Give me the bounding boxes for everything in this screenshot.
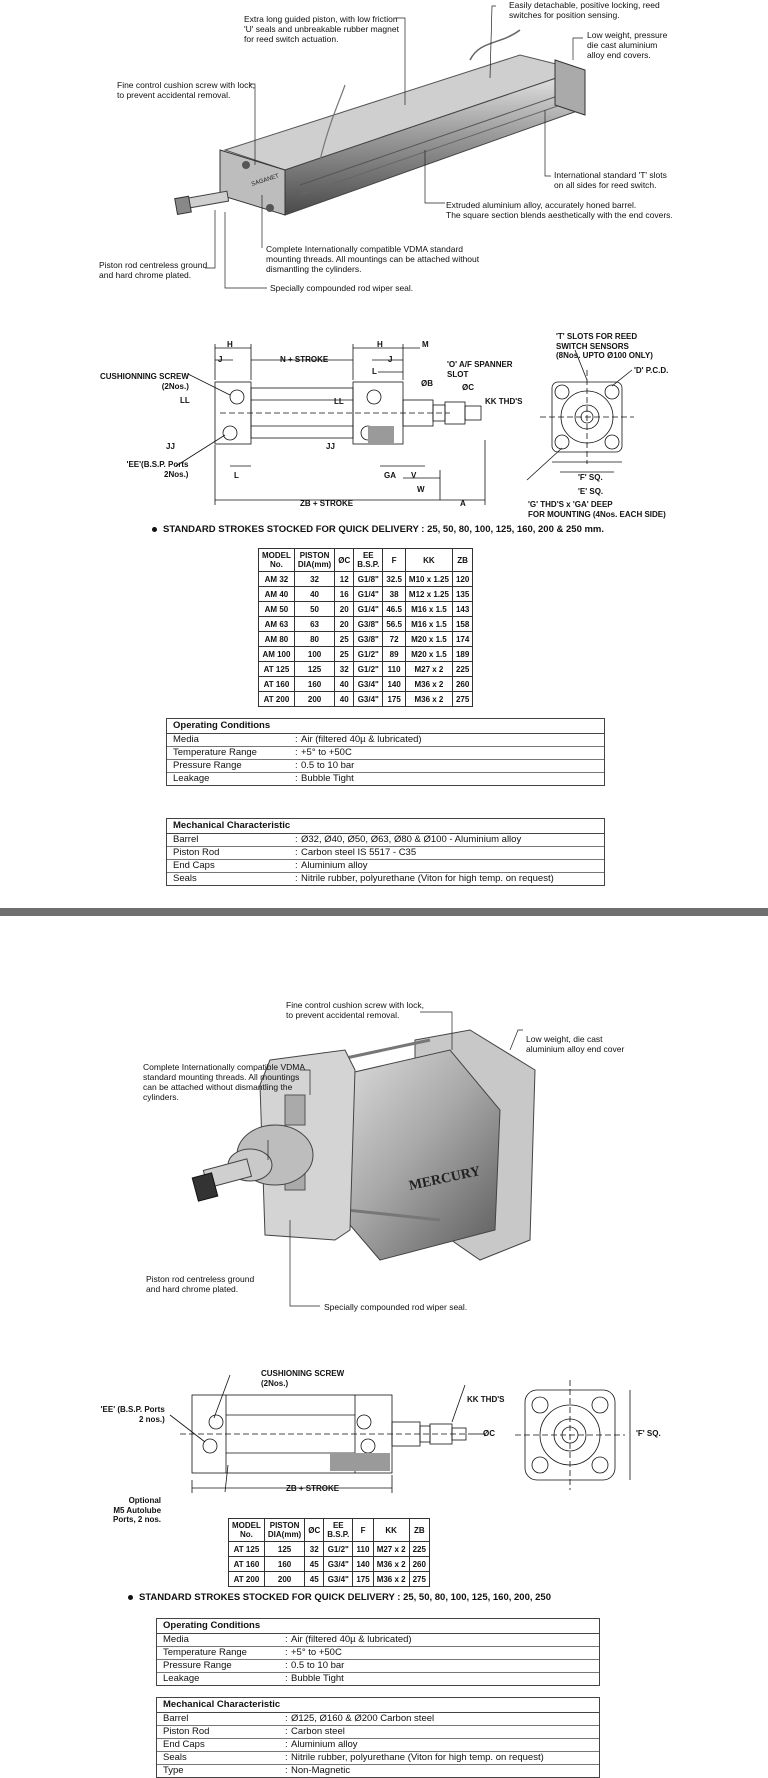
callout-vdma-2: Complete Internationally compatible VDMA standard mounting threads. All mountings can be attached without dismantling the cylinders. [143, 1062, 306, 1102]
table-cell: 45 [305, 1572, 324, 1587]
dim-d-pcd: 'D' P.C.D. [634, 366, 669, 375]
callout-extra-long-piston: Extra long guided piston, with low friction 'U' seals and unbreakable rubber magnet for reed switch actuation. [244, 14, 399, 44]
conditions-value: 0.5 to 10 bar [291, 1660, 345, 1671]
table-cell: G3/4" [324, 1572, 353, 1587]
conditions-value: Nitrile rubber, polyurethane (Viton for high temp. on request) [301, 873, 554, 884]
dim-oc: ØC [462, 383, 474, 392]
table-cell: 200 [294, 692, 334, 707]
callout-easily-detachable: Easily detachable, positive locking, reed switches for position sensing. [509, 0, 660, 20]
table-row [259, 632, 473, 647]
table-cell: M36 x 2 [405, 692, 452, 707]
table-cell: G1/4" [354, 587, 383, 602]
table-row [259, 647, 473, 662]
table-cell: 120 [452, 572, 472, 587]
table-cell: G3/4" [324, 1557, 353, 1572]
conditions-row [167, 760, 604, 773]
conditions-row [157, 1660, 599, 1673]
callout-low-weight: Low weight, pressure die cast aluminium alloy end covers. [587, 30, 668, 60]
table-header-cell: ZB [452, 549, 472, 572]
table-cell: 174 [452, 632, 472, 647]
spec-table-2 [228, 1518, 430, 1587]
colon-separator: : [285, 1752, 288, 1763]
dim-n-stroke: N + STROKE [280, 355, 329, 364]
conditions-row [157, 1713, 599, 1726]
table-cell: 20 [335, 617, 354, 632]
conditions-title: Operating Conditions [157, 1619, 599, 1634]
table-cell: AT 125 [229, 1542, 265, 1557]
table-cell: 72 [383, 632, 406, 647]
table-cell: G1/2" [354, 662, 383, 677]
table-cell: 260 [452, 677, 472, 692]
table-cell: 110 [353, 1542, 373, 1557]
table-header-cell: KK [405, 549, 452, 572]
conditions-value: Carbon steel [291, 1726, 345, 1737]
table-cell: 260 [409, 1557, 429, 1572]
table-row [229, 1572, 430, 1587]
conditions-title: Mechanical Characteristic [157, 1698, 599, 1713]
conditions-row [167, 873, 604, 885]
table-cell: 56.5 [383, 617, 406, 632]
callout-fine-control: Fine control cushion screw with lock, to prevent accidental removal. [117, 80, 255, 100]
conditions-value: Carbon steel IS 5517 - C35 [301, 847, 417, 858]
conditions-key: Seals [173, 873, 197, 884]
colon-separator: : [295, 847, 298, 858]
table-cell: 25 [335, 647, 354, 662]
table-row [259, 617, 473, 632]
table-cell: 275 [409, 1572, 429, 1587]
colon-separator: : [295, 760, 298, 771]
dim-ob: ØB [421, 379, 433, 388]
strokes-note-2: STANDARD STROKES STOCKED FOR QUICK DELIVERY : 25, 50, 80, 100, 125, 160, 200, 250 [128, 1592, 551, 1603]
table-header-cell: EE B.S.P. [354, 549, 383, 572]
table-row [229, 1542, 430, 1557]
table-cell: AM 63 [259, 617, 295, 632]
dim-h-1: H [227, 340, 233, 349]
conditions-key: Barrel [173, 834, 199, 845]
table-cell: G1/2" [324, 1542, 353, 1557]
callout-wiper-seal-2: Specially compounded rod wiper seal. [324, 1302, 468, 1312]
table-cell: M36 x 2 [373, 1572, 409, 1587]
conditions-value: +5° to +50C [301, 747, 352, 758]
dim-e-sq: 'E' SQ. [578, 487, 604, 496]
colon-separator: : [285, 1673, 288, 1684]
conditions-key: Seals [163, 1752, 187, 1763]
dim-ll-2: LL [334, 397, 344, 406]
table-row [259, 692, 473, 707]
conditions-key: End Caps [173, 860, 215, 871]
table-cell: AT 160 [259, 677, 295, 692]
table-header-cell: KK [373, 1519, 409, 1542]
dim-g-thds: 'G' THD'S x 'GA' DEEP FOR MOUNTING (4Nos. EACH SIDE) [528, 500, 666, 519]
table-cell: M10 x 1.25 [405, 572, 452, 587]
table-cell: 175 [383, 692, 406, 707]
conditions-row [157, 1673, 599, 1685]
table-cell: AT 160 [229, 1557, 265, 1572]
table-cell: AT 200 [229, 1572, 265, 1587]
conditions-key: Type [163, 1765, 184, 1776]
table-header-row [229, 1519, 430, 1542]
dim-oc-2: ØC [483, 1429, 495, 1438]
conditions-value: Ø125, Ø160 & Ø200 Carbon steel [291, 1713, 435, 1724]
table-cell: 12 [335, 572, 354, 587]
conditions-row [167, 734, 604, 747]
bullet-icon [152, 527, 157, 532]
table-header-cell: ØC [305, 1519, 324, 1542]
table-cell: 38 [383, 587, 406, 602]
table-cell: 32 [335, 662, 354, 677]
table-cell: 16 [335, 587, 354, 602]
conditions-value: Bubble Tight [291, 1673, 344, 1684]
colon-separator: : [295, 834, 298, 845]
conditions-row [167, 847, 604, 860]
table-cell: G1/8" [354, 572, 383, 587]
dim-m: M [422, 340, 429, 349]
table-cell: AM 80 [259, 632, 295, 647]
table-cell: G3/8" [354, 617, 383, 632]
table-cell: M27 x 2 [405, 662, 452, 677]
conditions-row [157, 1765, 599, 1777]
dim-t-slots-reed: 'T' SLOTS FOR REED SWITCH SENSORS (8Nos. UPTO Ø100 ONLY) [556, 332, 653, 360]
conditions-value: Nitrile rubber, polyurethane (Viton for high temp. on request) [291, 1752, 544, 1763]
table-cell: 200 [264, 1572, 304, 1587]
dim-ga: GA [384, 471, 396, 480]
table-cell: 275 [452, 692, 472, 707]
table-header-cell: MODEL No. [259, 549, 295, 572]
table-header-cell: F [353, 1519, 373, 1542]
table-header-row [259, 549, 473, 572]
section-divider [0, 908, 768, 916]
conditions-value: Non-Magnetic [291, 1765, 351, 1776]
table-cell: AM 100 [259, 647, 295, 662]
conditions-row [157, 1647, 599, 1660]
dim-ee-ports-2: 'EE' (B.S.P. Ports 2 nos.) [100, 1405, 165, 1424]
mechanical-characteristic-2 [156, 1697, 600, 1778]
table-cell: 140 [353, 1557, 373, 1572]
conditions-key: Pressure Range [163, 1660, 232, 1671]
table-header-cell: ØC [335, 549, 354, 572]
table-row [259, 662, 473, 677]
table-cell: 40 [294, 587, 334, 602]
table-cell: 135 [452, 587, 472, 602]
table-row [259, 572, 473, 587]
table-header-cell: PISTON DIA(mm) [294, 549, 334, 572]
conditions-key: Piston Rod [163, 1726, 210, 1737]
callout-fine-control-2: Fine control cushion screw with lock, to prevent accidental removal. [286, 1000, 424, 1020]
callout-t-slots: International standard 'T' slots on all sides for reed switch. [554, 170, 667, 190]
dim-cushioning-screw: CUSHIONNING SCREW (2Nos.) [100, 372, 189, 391]
table-cell: 89 [383, 647, 406, 662]
table-row [229, 1557, 430, 1572]
conditions-key: Barrel [163, 1713, 189, 1724]
dim-zb-stroke: ZB + STROKE [300, 499, 354, 508]
conditions-row [157, 1739, 599, 1752]
colon-separator: : [285, 1713, 288, 1724]
table-cell: 40 [335, 677, 354, 692]
table-cell: M36 x 2 [373, 1557, 409, 1572]
conditions-value: Air (filtered 40µ & lubricated) [291, 1634, 412, 1645]
product-marking-2: MERCURY [407, 1164, 482, 1194]
table-header-cell: ZB [409, 1519, 429, 1542]
table-cell: M12 x 1.25 [405, 587, 452, 602]
conditions-value: +5° to +50C [291, 1647, 342, 1658]
table-cell: G3/8" [354, 632, 383, 647]
dim-v: V [411, 471, 417, 480]
conditions-value: Aluminium alloy [291, 1739, 358, 1750]
conditions-title: Mechanical Characteristic [167, 819, 604, 834]
conditions-key: Leakage [173, 773, 210, 784]
conditions-key: Media [173, 734, 199, 745]
table-cell: 32 [294, 572, 334, 587]
conditions-value: Bubble Tight [301, 773, 354, 784]
cylinder-illustration-2 [0, 990, 768, 1320]
product-marking-1: SAGANET [250, 173, 280, 188]
table-cell: 225 [452, 662, 472, 677]
conditions-key: Temperature Range [163, 1647, 247, 1658]
table-cell: 45 [305, 1557, 324, 1572]
table-cell: AT 125 [259, 662, 295, 677]
table-cell: 80 [294, 632, 334, 647]
table-row [259, 602, 473, 617]
table-cell: AM 32 [259, 572, 295, 587]
table-cell: M20 x 1.5 [405, 632, 452, 647]
dim-kk-thds-2: KK THD'S [467, 1395, 505, 1404]
conditions-key: Pressure Range [173, 760, 242, 771]
conditions-title: Operating Conditions [167, 719, 604, 734]
callout-vdma: Complete Internationally compatible VDMA standard mounting threads. All mountings can be attached without dismantling the cylinders. [266, 244, 480, 274]
conditions-value: Aluminium alloy [301, 860, 368, 871]
table-cell: G1/4" [354, 602, 383, 617]
dim-l-bottom: L [234, 471, 239, 480]
table-cell: 189 [452, 647, 472, 662]
conditions-key: End Caps [163, 1739, 205, 1750]
strokes-note-1: STANDARD STROKES STOCKED FOR QUICK DELIVERY : 25, 50, 80, 100, 125, 160, 200 & 250 mm. [152, 524, 604, 535]
table-cell: 125 [264, 1542, 304, 1557]
callout-wiper-seal: Specially compounded rod wiper seal. [270, 283, 414, 293]
conditions-value: Ø32, Ø40, Ø50, Ø63, Ø80 & Ø100 - Aluminium alloy [301, 834, 522, 845]
dim-ll-1: LL [180, 396, 190, 405]
table-row [259, 677, 473, 692]
conditions-value: 0.5 to 10 bar [301, 760, 355, 771]
operating-conditions-2 [156, 1618, 600, 1686]
table-cell: 100 [294, 647, 334, 662]
dim-w: W [417, 485, 425, 494]
table-header-cell: EE B.S.P. [324, 1519, 353, 1542]
table-cell: 160 [264, 1557, 304, 1572]
table-cell: G3/4" [354, 677, 383, 692]
table-cell: 46.5 [383, 602, 406, 617]
dim-f-sq-2: 'F' SQ. [636, 1429, 661, 1438]
callout-low-weight-2: Low weight, die cast aluminium alloy end cover [526, 1034, 625, 1054]
table-cell: M27 x 2 [373, 1542, 409, 1557]
conditions-row [167, 834, 604, 847]
table-cell: 175 [353, 1572, 373, 1587]
conditions-key: Temperature Range [173, 747, 257, 758]
conditions-row [167, 860, 604, 873]
dim-ee-ports: 'EE'(B.S.P. Ports 2Nos.) [126, 460, 189, 479]
dim-j-2: J [388, 355, 393, 364]
callout-piston-rod-2: Piston rod centreless ground and hard chrome plated. [146, 1274, 255, 1294]
dim-h-2: H [377, 340, 383, 349]
mechanical-characteristic-1 [166, 818, 605, 886]
operating-conditions-1 [166, 718, 605, 786]
table-cell: 63 [294, 617, 334, 632]
table-cell: 160 [294, 677, 334, 692]
table-cell: 40 [335, 692, 354, 707]
dim-j-1: J [218, 355, 223, 364]
table-header-cell: MODEL No. [229, 1519, 265, 1542]
dim-kk-thds: KK THD'S [485, 397, 523, 406]
table-cell: 158 [452, 617, 472, 632]
table-cell: 140 [383, 677, 406, 692]
spec-table-1 [258, 548, 473, 707]
colon-separator: : [295, 860, 298, 871]
callout-piston-rod: Piston rod centreless ground and hard chrome plated. [99, 260, 208, 280]
colon-separator: : [295, 773, 298, 784]
dim-jj-1: JJ [166, 442, 175, 451]
colon-separator: : [285, 1647, 288, 1658]
colon-separator: : [295, 873, 298, 884]
dim-f-sq: 'F' SQ. [578, 473, 603, 482]
dim-l: L [372, 367, 377, 376]
table-cell: 110 [383, 662, 406, 677]
table-cell: 32 [305, 1542, 324, 1557]
dim-jj-2: JJ [326, 442, 335, 451]
colon-separator: : [285, 1765, 288, 1776]
table-cell: M36 x 2 [405, 677, 452, 692]
conditions-row [167, 773, 604, 785]
conditions-row [157, 1634, 599, 1647]
conditions-row [167, 747, 604, 760]
dim-cushioning-screw-2: CUSHIONING SCREW (2Nos.) [261, 1369, 345, 1388]
table-cell: 225 [409, 1542, 429, 1557]
conditions-value: Air (filtered 40µ & lubricated) [301, 734, 422, 745]
callout-extruded: Extruded aluminium alloy, accurately honed barrel. The square section blends aesthetically with the end covers. [446, 200, 673, 220]
table-row [259, 587, 473, 602]
dim-zb-stroke-2: ZB + STROKE [286, 1484, 340, 1493]
table-cell: M16 x 1.5 [405, 617, 452, 632]
table-cell: G3/4" [354, 692, 383, 707]
table-cell: 20 [335, 602, 354, 617]
table-cell: G1/2" [354, 647, 383, 662]
dim-spanner-slot: 'O' A/F SPANNER SLOT [447, 360, 513, 379]
table-cell: 25 [335, 632, 354, 647]
conditions-row [157, 1752, 599, 1765]
bullet-icon [128, 1595, 133, 1600]
conditions-key: Piston Rod [173, 847, 220, 858]
conditions-key: Leakage [163, 1673, 200, 1684]
colon-separator: : [295, 734, 298, 745]
table-cell: M16 x 1.5 [405, 602, 452, 617]
table-cell: M20 x 1.5 [405, 647, 452, 662]
colon-separator: : [285, 1634, 288, 1645]
table-header-cell: F [383, 549, 406, 572]
colon-separator: : [285, 1660, 288, 1671]
table-header-cell: PISTON DIA(mm) [264, 1519, 304, 1542]
colon-separator: : [285, 1726, 288, 1737]
table-cell: 143 [452, 602, 472, 617]
dim-optional-autolube: Optional M5 Autolube Ports, 2 nos. [113, 1496, 162, 1524]
table-cell: AM 40 [259, 587, 295, 602]
conditions-row [157, 1726, 599, 1739]
dim-a: A [460, 499, 466, 508]
table-cell: 32.5 [383, 572, 406, 587]
table-cell: AT 200 [259, 692, 295, 707]
table-cell: 125 [294, 662, 334, 677]
colon-separator: : [285, 1739, 288, 1750]
conditions-key: Media [163, 1634, 189, 1645]
table-cell: 50 [294, 602, 334, 617]
table-cell: AM 50 [259, 602, 295, 617]
colon-separator: : [295, 747, 298, 758]
